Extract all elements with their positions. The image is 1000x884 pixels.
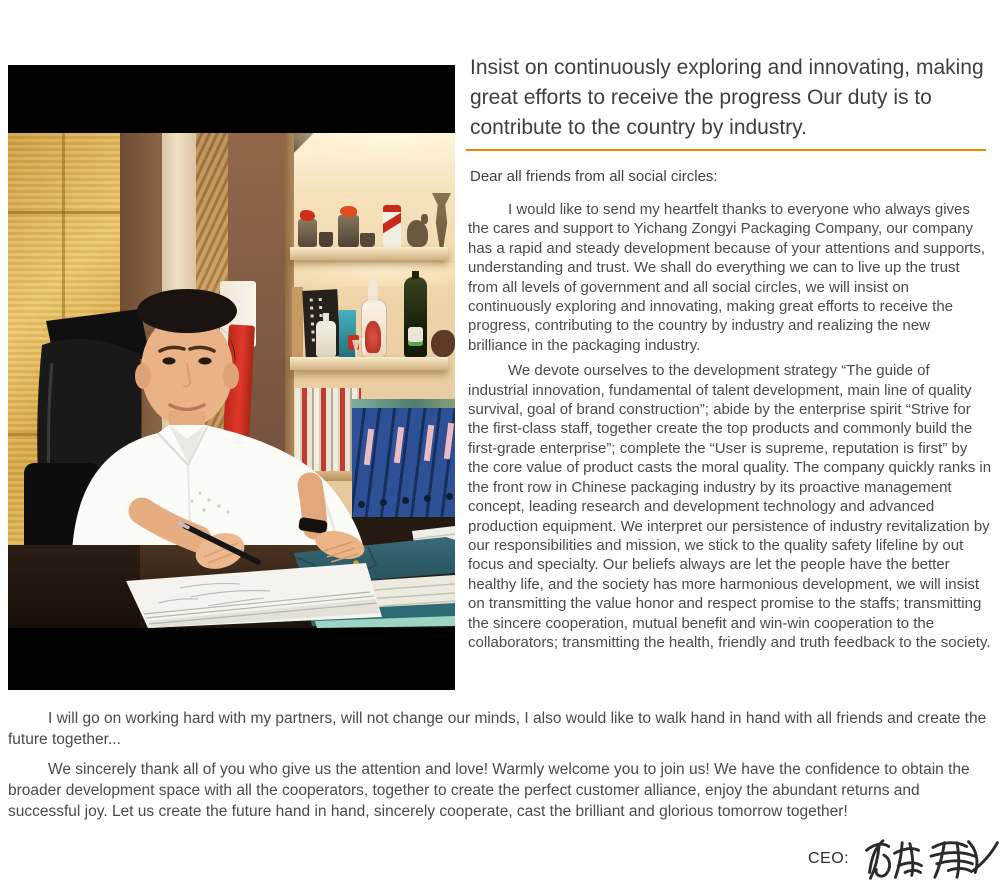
letter-body	[468, 200, 992, 658]
closing-paragraph: We sincerely thank all of you who give us the attention and love! Warmly welcome you to join us! We have the confidence to obtain the broader development space with all the cooperators, together to create the perfect customer alliance, enjoy the abundant returns and successful joy. Let us create the future hand in hand, sincerely cooperate, cast the brilliant and glorious tomorrow together!	[8, 761, 970, 820]
page-title: Insist on continuously exploring and innovating, making great efforts to receive the progress Our duty is to contribute to the country by industry.	[470, 56, 984, 139]
ceo-label: CEO:	[808, 850, 850, 867]
salutation: Dear all friends from all social circles:	[470, 168, 718, 185]
ceo-signature-icon	[857, 834, 1000, 884]
closing-paragraph: I will go on working hard with my partners, will not change our minds, I also would like to walk hand in hand with all friends and create the future together...	[8, 710, 987, 748]
letter-paragraph: I would like to send my heartfelt thanks to everyone who always gives the cares and support to Yichang Zongyi Packaging Company, our company has a rapid and steady development because of your attentions and supports, understanding and trust. We shall do everything we can to live up the trust from all levels of government and all social circles, we will insist on continuously exploring and innovating, making great efforts to receive the progress, contributing to the country by industry and realizing the new brilliance in the packaging industry.	[468, 201, 986, 354]
ceo-figure	[8, 133, 455, 628]
ceo-photo	[8, 65, 455, 690]
signature-block	[808, 834, 1000, 884]
letter-paragraph: We devote ourselves to the development strategy “The guide of industrial innovation, fundamental of talent development, main line of quality survival, goal of brand construction”; abide by the enterprise spirit “Strive for the first-class staff, together create the top products and commonly build the first-grade enterprise”; complete the “User is supreme, reputation is first” by the core value of product casts the moral quality. The company quickly ranks in the front row in Chinese packaging industry by its proactive management concept, leading research and development technology and advanced production equipment. We interpret our persistence of industry revitalization by our responsibilities and mission, we stick to the quality safety lifeline by out focus and specialty. Our beliefs always are let the people have the better healthy life, and the society has more harmonious development, we will insist on transmitting the value honor and respect promise to the staffs; transmitting the sincere cooperation, mutual benefit and win-win cooperation to the collaborators; transmitting the health, friendly and truth feedback to the society.	[468, 362, 992, 651]
closing-section	[8, 708, 992, 831]
office-scene	[8, 133, 455, 628]
orange-divider	[466, 149, 986, 151]
